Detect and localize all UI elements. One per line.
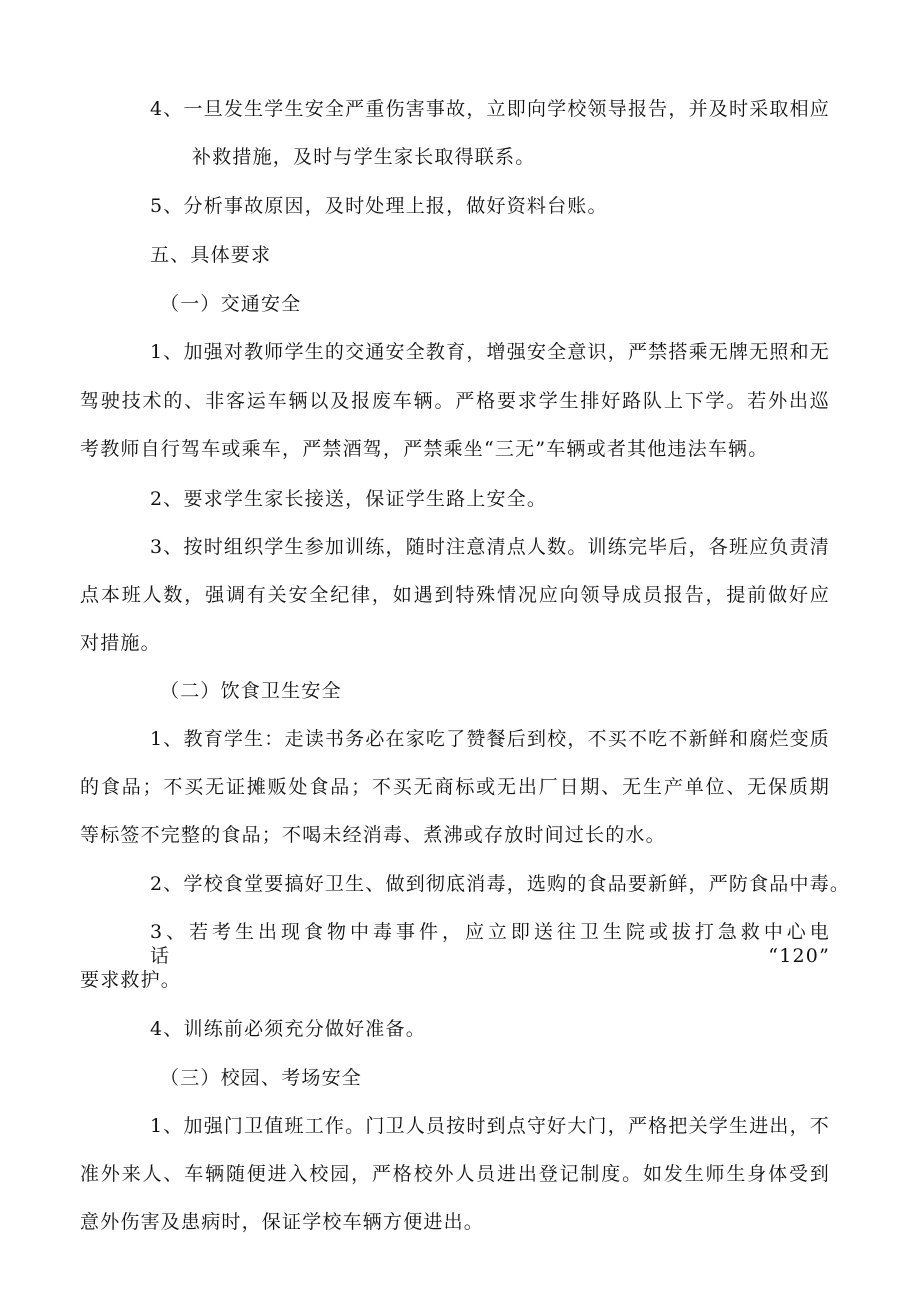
paragraph-line-3: 5、分析事故原因，及时处理上报，做好资料台账。: [150, 195, 608, 217]
paragraph-line-24: 意外伤害及患病时，保证学校车辆方便进出。: [80, 1211, 485, 1233]
paragraph-line-8: 考教师自行驾车或乘车，严禁酒驾，严禁乘坐“三无”车辆或者其他违法车辆。: [80, 438, 769, 460]
section-heading-5: 五、具体要求: [150, 244, 272, 266]
paragraph-line-1: 4、一旦发生学生安全严重伤害事故，立即向学校领导报告，并及时采取相应: [150, 98, 830, 120]
paragraph-line-7: 驾驶技术的、非客运车辆以及报废车辆。严格要求学生排好路队上下学。若外出巡: [80, 390, 830, 412]
paragraph-line-9: 2、要求学生家长接送，保证学生路上安全。: [150, 488, 548, 510]
paragraph-line-14: 1、教育学生：走读书务必在家吃了赞餐后到校，不买不吃不新鲜和腐烂变质: [150, 728, 830, 750]
paragraph-line-18: 3、若考生出现食物中毒事件，应立即送往卫生院或拔打急救中心电话“120”: [150, 921, 830, 967]
paragraph-line-10: 3、按时组织学生参加训练，随时注意清点人数。训练完毕后，各班应负责清: [150, 536, 830, 558]
subsection-heading-food: （二）饮食卫生安全: [160, 680, 342, 702]
paragraph-line-11: 点本班人数，强调有关安全纪律，如遇到特殊情况应向领导成员报告，提前做好应: [80, 584, 830, 606]
subsection-heading-traffic: （一）交通安全: [160, 293, 302, 315]
paragraph-line-15: 的食品；不买无证摊贩处食品；不买无商标或无出厂日期、无生产单位、无保质期: [80, 776, 830, 798]
paragraph-line-2: 补救措施，及时与学生家长取得联系。: [192, 146, 536, 168]
paragraph-line-19: 要求救护。: [80, 969, 182, 991]
paragraph-line-16: 等标签不完整的食品；不喝未经消毒、煮沸或存放时间过长的水。: [80, 824, 666, 846]
paragraph-line-23: 准外来人、车辆随便进入校园，严格校外人员进出登记制度。如发生师生身体受到: [80, 1163, 830, 1185]
paragraph-line-6: 1、加强对教师学生的交通安全教育，增强安全意识，严禁搭乘无牌无照和无: [150, 341, 830, 363]
paragraph-line-20: 4、训练前必须充分做好准备。: [150, 1018, 426, 1040]
paragraph-line-12: 对措施。: [80, 632, 161, 654]
paragraph-line-22: 1、加强门卫值班工作。门卫人员按时到点守好大门，严格把关学生进出，不: [150, 1115, 830, 1137]
subsection-heading-campus: （三）校园、考场安全: [160, 1067, 363, 1089]
paragraph-line-17: 2、学校食堂要搞好卫生、做到彻底消毒，选购的食品要新鲜，严防食品中毒。: [150, 873, 851, 895]
